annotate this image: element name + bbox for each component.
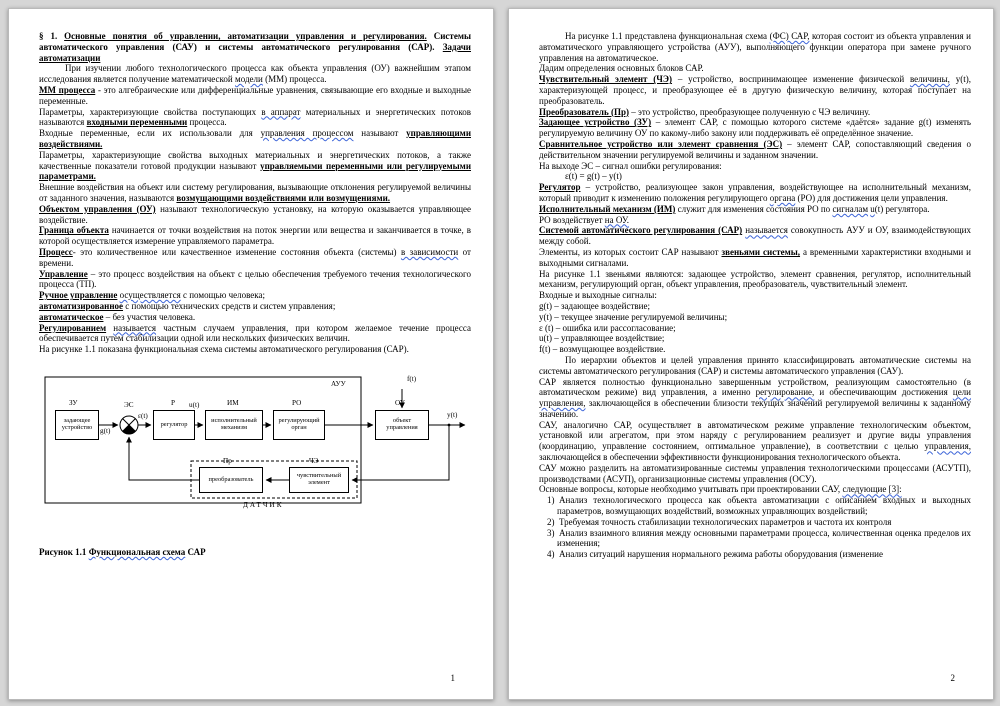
- text-run: u(t) – управляющее воздействие;: [539, 333, 665, 344]
- text-run: g(t) – задающее воздействие;: [539, 300, 650, 311]
- paragraph: [539, 549, 971, 560]
- text-run: § 1.: [39, 31, 65, 41]
- text-run: САР является полностью функционально завершенным устройством, реализующим самостоятельно (в автоматическом режиме) вид управления, а именно: [539, 376, 971, 398]
- text-run: Параметры, характеризующие свойства выходных материальных и энергетических потоков, а также качественные показатели готовой продукции называют: [39, 149, 471, 171]
- diagram-block-regulating-organ: регулирующий орган: [273, 410, 325, 440]
- text-run: Регулятор: [539, 182, 581, 193]
- text-run: Параметры, характеризующие свойства поступающих: [39, 106, 262, 117]
- paragraph: [539, 31, 971, 63]
- text-run: называется: [745, 225, 788, 236]
- text-run: с помощью человека;: [180, 290, 266, 301]
- text-run: Входные и выходные сигналы:: [539, 290, 657, 301]
- diagram-abbr-zu: ЗУ: [69, 398, 78, 407]
- paragraph: [539, 420, 971, 463]
- text-run: РО воздействует: [539, 214, 605, 225]
- diagram-block-control-object: объект управления: [375, 410, 429, 440]
- paragraph: [539, 171, 971, 182]
- paragraph: [539, 63, 971, 74]
- text-run: Элементы, из которых состоит САР называют: [539, 246, 722, 257]
- text-run: 3) Анализ взаимного влияния между основными параметрами процесса, количественная оценка пределов их изменения;: [547, 527, 971, 549]
- diagram-block-sensing-element: чувствительный элемент: [289, 467, 349, 493]
- text-run: Исполнительный механизм (ИМ): [539, 203, 676, 214]
- text-run: возмущающими воздействиями или возмущениями.: [176, 192, 391, 203]
- diagram-signal-f: f(t): [407, 374, 417, 383]
- text-run: – это устройство, преобразующее полученную с ЧЭ величину.: [628, 106, 871, 117]
- paragraph: [39, 290, 471, 301]
- text-run: Дадим определения основных блоков САР.: [539, 63, 704, 74]
- diagram-abbr-es: ЭС: [124, 400, 134, 409]
- text-run: автоматизированное: [39, 300, 124, 311]
- paragraph: [539, 269, 971, 291]
- text-run: - это алгебраические или дифференциальные уравнения, связывающие его входные и выходные переменные.: [39, 84, 472, 106]
- paragraph: [39, 107, 471, 129]
- paragraph: [539, 495, 971, 517]
- paragraph: [39, 204, 471, 226]
- text-run: – элемент САР, сопоставляющий сведения о действительном значении регулируемой величины и заданном значении.: [539, 138, 971, 160]
- paragraph: [39, 225, 471, 247]
- page-1-content: [39, 31, 471, 558]
- text-run: 2) Требуемая точность стабилизации технологических параметров и частота их контроля: [547, 516, 892, 527]
- text-run: и обеспечивающим достижения: [814, 387, 953, 398]
- text-run: y(t), характеризующей процесс, и преобразующее её в другую физическую величину, которая поступает на преобразователь.: [539, 74, 972, 106]
- diagram-block-regulator: регулятор: [153, 410, 195, 440]
- text-run: На рисунке 1.1 показана функциональная схема системы автоматического регулирования (САР).: [39, 344, 409, 355]
- text-run: материальных и энергетических потоков называются: [39, 106, 471, 128]
- text-run: (РО) для достижения цели управления.: [795, 192, 948, 203]
- text-run: управления,: [924, 441, 971, 452]
- page-1: [8, 8, 494, 700]
- text-run: (t) регулятора.: [874, 203, 930, 214]
- text-run: сигналам: [832, 203, 869, 214]
- paragraph: [539, 323, 971, 334]
- text-run: называют: [353, 128, 407, 139]
- diagram-abbr-ro: РО: [292, 398, 302, 407]
- text-run: цели управления,: [539, 387, 971, 409]
- diagram-block-actuator: исполнительный механизм: [205, 410, 263, 440]
- text-run: (ФС) САР,: [769, 31, 810, 41]
- paragraph: [539, 139, 971, 161]
- diagram-signal-g: g(t): [100, 426, 111, 435]
- text-run: 1) Анализ технологического процесса как объекта автоматизации с описанием входных и выходных параметров, возмущающих воздействий, возможных управляющих воздействий;: [547, 495, 971, 517]
- text-run: модели: [235, 74, 263, 85]
- text-run: начинается от точки воздействия на поток энергии или вещества и заканчивается в точке, в которой осуществляется измерение управляемого параметра.: [39, 225, 471, 247]
- paragraph: [539, 204, 971, 215]
- text-run: Рисунок 1.1: [39, 546, 89, 557]
- text-run: Процесс: [39, 246, 73, 257]
- paragraph: [539, 528, 971, 550]
- text-run: Системы автоматического управления (САУ) и системы автоматического регулирования (САР).: [39, 31, 471, 52]
- text-run: САР: [185, 546, 206, 557]
- page-2: [508, 8, 994, 700]
- text-run: ММ процесса: [39, 84, 96, 95]
- paragraph: [539, 247, 971, 269]
- page-2-paragraphs: [539, 31, 971, 560]
- text-run: ε (t) – ошибка или рассогласование;: [539, 322, 676, 333]
- text-run: – без участия человека.: [103, 311, 196, 322]
- paragraph: [539, 333, 971, 344]
- text-run: – устройство, реализующее закон управления, воздействующее на исполнительный механизм, который приводит к изменению положения регулирующего: [539, 182, 971, 203]
- paragraph: [39, 182, 471, 204]
- text-run: следующие [3]:: [842, 484, 902, 495]
- diagram-abbr-che: ЧЭ: [309, 456, 319, 465]
- text-run: совокупность АУУ и ОУ, взаимодействующих между собой.: [539, 225, 971, 247]
- text-run: а временными характеристики входными и выходными сигналами.: [539, 246, 971, 268]
- diagram-abbr-pr: Пр: [223, 456, 232, 465]
- text-run: На выходе ЭС – сигнал ошибки регулирования:: [539, 160, 722, 171]
- text-run: в зависимости: [400, 246, 459, 257]
- text-run: Объектом управления (ОУ): [39, 203, 156, 214]
- text-run: заключающейся в обеспечении близости текущих значений регулируемой величины к заданному значению.: [539, 398, 971, 419]
- paragraph: [39, 301, 471, 312]
- text-run: 4) Анализ ситуаций нарушения нормального режима работы оборудования (изменение: [547, 549, 883, 560]
- text-run: Регулированием: [39, 322, 107, 333]
- text-run: Системой автоматического регулирования (САР): [539, 225, 743, 236]
- page-number: 1: [450, 673, 455, 683]
- text-run: Преобразователь (Пр): [539, 106, 629, 117]
- paragraph: [39, 269, 471, 291]
- diagram-label-datchik: ДАТЧИК: [243, 500, 284, 509]
- text-run: управляющими воздействиями.: [39, 128, 471, 149]
- paragraph: [39, 323, 471, 345]
- diagram-lines: [39, 363, 471, 537]
- text-run: На рисунке 1.1 звеньями являются: задающее устройство, элемент сравнения, регулятор, исполнительный механизм, регулирующий орган, объект управления, преобразователь, чувствительный элемент.: [539, 268, 971, 290]
- paragraph: [539, 161, 971, 172]
- text-run: Задающее устройство (ЗУ): [539, 117, 652, 128]
- text-run: (ММ) процесса.: [262, 74, 327, 85]
- sar-functional-diagram: [39, 363, 471, 537]
- diagram-signal-epsilon: ε(t): [138, 411, 148, 420]
- text-run: Ручное управление: [39, 290, 118, 301]
- text-run: автоматическое: [39, 311, 104, 322]
- paragraph: [539, 215, 971, 226]
- page-number: 2: [950, 673, 955, 683]
- text-run: звеньями системы,: [721, 246, 801, 257]
- text-run: управляемыми переменными или регулируемыми параметрами.: [39, 160, 471, 182]
- text-run: САУ, аналогично САР, осуществляет в автоматическом режиме управление технологическим объектом, установкой или агрегатом, при этом наряду с регулированием реализует и другие виды управления (координацию, управление состоянием, оптимальное управление), в соответствии с целью: [539, 419, 971, 452]
- paragraph: [539, 225, 971, 247]
- diagram-abbr-im: ИМ: [227, 398, 239, 407]
- text-run: которая состоит из объекта управления и автоматического управляющего устройства (АУУ), выполняющего функции оператора при замене ручного управления на автоматическое.: [539, 31, 971, 63]
- paragraph: [39, 31, 471, 63]
- paragraph: [539, 117, 971, 139]
- paragraph: [39, 344, 471, 355]
- text-run: Основные вопросы, которые необходимо учитывать при проектировании САУ,: [539, 484, 843, 495]
- text-run: Задачи автоматизации: [39, 41, 471, 63]
- text-run: – устройство, воспринимающее изменение физической: [672, 74, 910, 85]
- text-run: с помощью технических средств и систем управления;: [123, 300, 336, 311]
- text-run: - это количественное или качественное изменение состояния объекта (системы): [72, 246, 401, 257]
- text-run: величины,: [909, 74, 950, 85]
- text-run: Управление: [39, 268, 88, 279]
- text-run: y(t) – текущее значение регулируемой величины;: [539, 311, 728, 322]
- paragraph: [39, 63, 471, 85]
- paragraph: [39, 85, 471, 107]
- text-run: Входные переменные, если их использовали для: [39, 128, 261, 139]
- text-run: – элемент САР, с помощью которого системе «даётся» задание g(t) изменять регулируемую величину ОУ по какому-либо закону или поддерживать её определённое значение.: [539, 117, 971, 139]
- paragraph: [39, 312, 471, 323]
- diagram-abbr-r: Р: [171, 398, 175, 407]
- paragraph: [539, 312, 971, 323]
- text-run: управления процессом: [260, 128, 354, 139]
- paragraph: [539, 74, 971, 106]
- diagram-block-setpoint-device: задающее устройство: [55, 410, 99, 440]
- text-run: ε(t) = g(t) – y(t): [565, 171, 622, 182]
- paragraph: [39, 150, 471, 182]
- text-run: на ОУ.: [604, 214, 629, 225]
- diagram-abbr-ou: ОУ: [395, 398, 405, 407]
- paragraph: [539, 517, 971, 528]
- text-run: Граница объекта: [39, 225, 109, 236]
- text-run: u: [870, 203, 875, 214]
- text-run: в аппарат: [261, 106, 301, 117]
- text-run: Сравнительное устройство или элемент сравнения (ЭС): [539, 138, 783, 149]
- text-run: входными переменными: [86, 117, 188, 128]
- paragraph: [539, 301, 971, 312]
- text-run: – это процесс воздействия на объект с целью обеспечения требуемого течения технологического процесса (ТП).: [39, 268, 471, 290]
- text-run: По иерархии объектов и целей управления принято классифицировать автоматические системы на системы автоматического регулирования (САР) и системы автоматического управления (САУ).: [539, 354, 971, 376]
- paragraph: [539, 344, 971, 355]
- page-1-paragraphs: [39, 31, 471, 355]
- text-run: частным случаем управления, при котором желаемое течение процесса обеспечивается путем стабилизации одной или нескольких физических величин.: [39, 322, 471, 344]
- text-run: осуществляется: [119, 290, 181, 301]
- paragraph: [539, 182, 971, 204]
- text-run: При изучении любого технологического процесса как объекта управления (ОУ) важнейшим этапом исследования является получение математической: [39, 63, 471, 85]
- page-2-content: [539, 31, 971, 560]
- text-run: процесса.: [187, 117, 227, 128]
- figure-caption: [39, 547, 471, 558]
- paragraph: [39, 128, 471, 150]
- paragraph: [539, 107, 971, 118]
- text-run: САУ можно разделить на автоматизированные системы управления технологическими процессами (АСУТП), производствами (АСУП), организационные системы управления (ОСУ).: [539, 462, 971, 484]
- text-run: называют технологическую установку, на которую оказывается управляющее воздействие.: [39, 203, 471, 225]
- text-run: Функциональная схема: [88, 546, 186, 557]
- text-run: Внешние воздействия на объект или систему регулирования, вызывающие отклонения регулируемой величины от заданного значения, называются: [39, 182, 471, 203]
- paragraph: [539, 463, 971, 485]
- text-run: заключающейся в обеспечении эффективности функционирования технологического объекта.: [539, 452, 901, 463]
- paragraph: [39, 247, 471, 269]
- diagram-signal-u: u(t): [189, 400, 200, 409]
- diagram-signal-y: y(t): [447, 410, 458, 419]
- text-run: регулирование,: [755, 387, 815, 398]
- text-run: служит для изменения состояния РО по: [675, 203, 833, 214]
- text-run: органа: [769, 192, 796, 203]
- text-run: f(t) – возмущающее воздействие.: [539, 344, 666, 355]
- text-run: На рисунке 1.1 представлена функциональная схема: [565, 31, 770, 41]
- text-run: Основные понятия об управлении, автоматизации управления и регулирования.: [64, 31, 427, 41]
- paragraph: [539, 290, 971, 301]
- text-run: от времени.: [39, 246, 471, 268]
- paragraph: [539, 355, 971, 377]
- diagram-label-auu: АУУ: [331, 379, 346, 388]
- text-run: называется: [113, 322, 157, 333]
- paragraph: [539, 484, 971, 495]
- text-run: Чувствительный элемент (ЧЭ): [539, 74, 673, 85]
- diagram-block-transducer: преобразователь: [199, 467, 263, 493]
- paragraph: [539, 377, 971, 420]
